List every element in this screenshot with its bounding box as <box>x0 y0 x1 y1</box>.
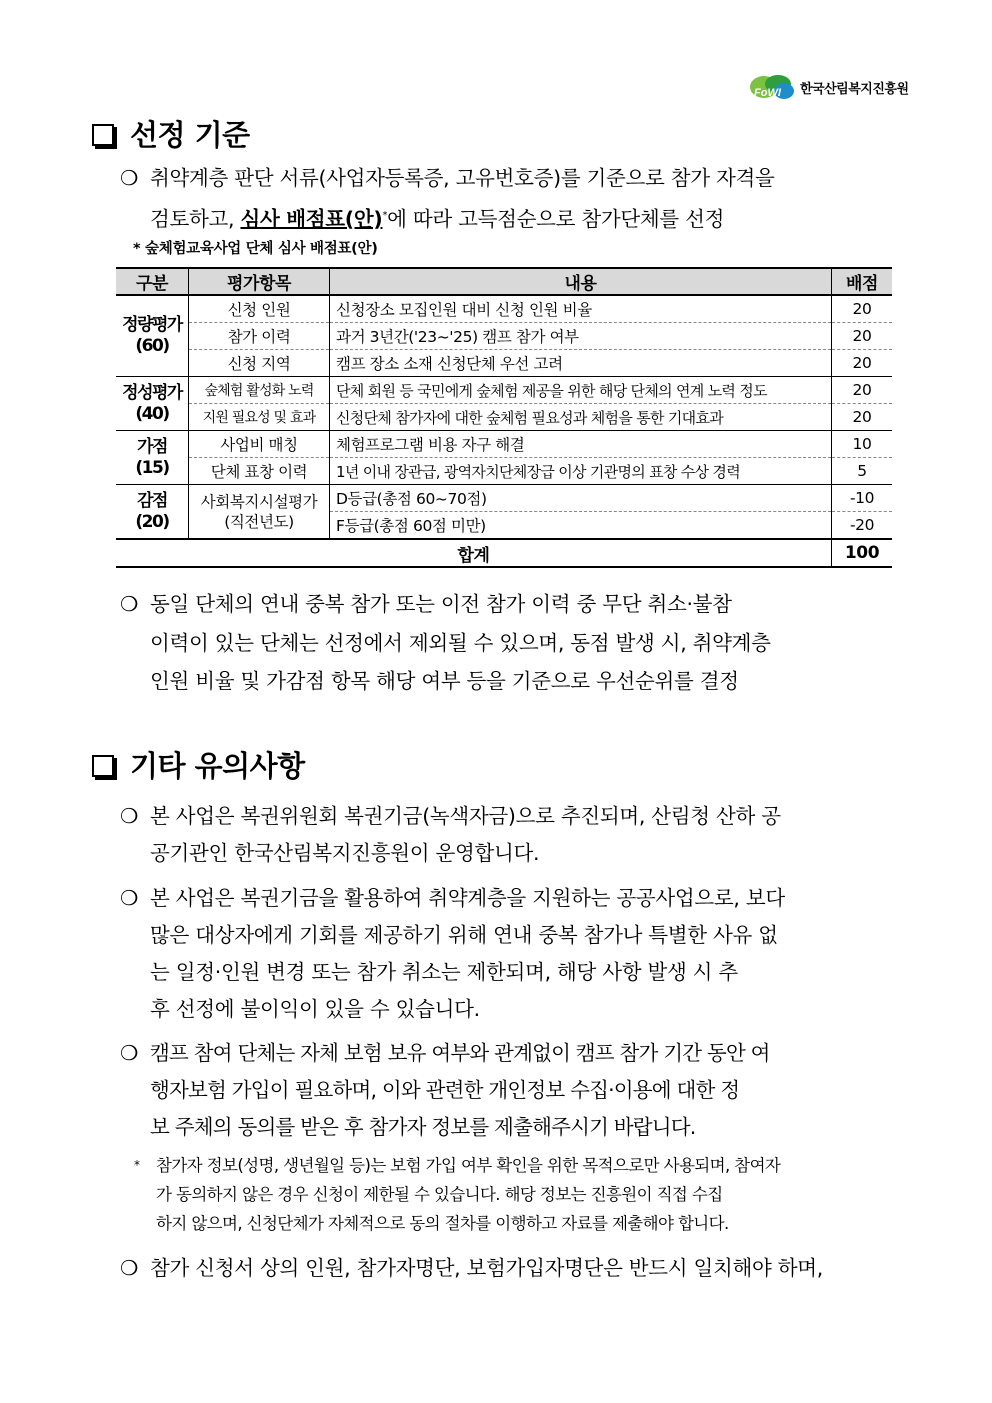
bullet-circle-icon: ❍ <box>120 886 139 910</box>
bullet-qualification: ❍ 취약계층 판단 서류(사업자등록증, 고유번호증)를 기준으로 참가 자격을 검토하고, 심사 배점표(안)*에 따라 고득점순으로 참가단체를 선정 <box>120 160 896 238</box>
category-quantitative: 정량평가 (60) <box>116 295 189 377</box>
bullet-name-match: ❍ 참가 신청서 상의 인원, 참가자명단, 보험가입자명단은 반드시 일치해야 하며, <box>120 1250 896 1287</box>
bullet-duplicate-participation: ❍ 동일 단체의 연내 중복 참가 또는 이전 참가 이력 중 무단 취소·불참 이력이 있는 단체는 선정에서 제외될 수 있으며, 동점 발생 시, 취약계층 인원 비율 및 가감점 항목 해당 여부 등을 기준으로 우선순위를 결정 <box>120 585 896 701</box>
section-title-notes <box>92 744 305 785</box>
bullet-circle-icon: ❍ <box>120 804 139 828</box>
logo-leaf-icon <box>748 74 796 100</box>
table-row: 신청 지역 캠프 장소 소재 신청단체 우선 고려 20 <box>116 350 892 377</box>
checkbox-square-icon <box>92 124 114 146</box>
org-name: 한국산림복지진흥원 <box>800 81 909 97</box>
bullet-circle-icon: ❍ <box>120 166 139 190</box>
table-row: 정량평가 (60) 신청 인원 신청장소 모집인원 대비 신청 인원 비율 20 <box>116 295 892 323</box>
bullet-circle-icon: ❍ <box>120 1256 139 1280</box>
section-title-selection <box>92 113 250 154</box>
category-penalty: 감점 (20) <box>116 485 189 540</box>
table-row: 참가 이력 과거 3년간('23~'25) 캠프 참가 여부 20 <box>116 323 892 350</box>
bullet-circle-icon: ❍ <box>120 592 139 616</box>
logo-badge-text: FoWI <box>754 87 781 99</box>
table-total-row: 합계 100 <box>116 539 892 567</box>
scoring-table <box>116 267 892 568</box>
category-qualitative: 정성평가 (40) <box>116 377 189 431</box>
bullet-funding: ❍ 본 사업은 복권위원회 복권기금(녹색자금)으로 추진되며, 산림청 산하 공 공기관인 한국산림복지진흥원이 운영합니다. <box>120 798 896 872</box>
table-row: 단체 표창 이력 1년 이내 장관급, 광역자치단체장급 이상 기관명의 표창 수상 경력 5 <box>116 458 892 485</box>
footnote-participant-info: * 참가자 정보(성명, 생년월일 등)는 보험 가입 여부 확인을 위한 목적으로만 사용되며, 참여자 가 동의하지 않은 경우 신청이 제한될 수 있습니다. 해당 정보는 진흥원이 직접 수집 하지 않으며, 신청단체가 자체적으로 동의 절차를 이행하고 자료를 제출해야 합니다. <box>134 1156 781 1233</box>
table-row: 지원 필요성 및 효과 신청단체 참가자에 대한 숲체험 필요성과 체험을 통한 기대효과 20 <box>116 404 892 431</box>
bullet-insurance: ❍ 캠프 참여 단체는 자체 보험 보유 여부와 관계없이 캠프 참가 기간 동안 여 행자보험 가입이 필요하며, 이와 관련한 개인정보 수집·이용에 대한 정 보 주체의 동의를 받은 후 참가자 정보를 제출해주시기 바랍니다. <box>120 1035 896 1146</box>
table-row: F등급(총점 60점 미만) -20 <box>116 512 892 540</box>
bullet-circle-icon: ❍ <box>120 1041 138 1065</box>
section-title-text: 선정 기준 <box>130 118 250 152</box>
org-logo <box>748 74 909 100</box>
bullet-restrictions: ❍ 본 사업은 복권기금을 활용하여 취약계층을 지원하는 공공사업으로, 보다 많은 대상자에게 기회를 제공하기 위해 연내 중복 참가나 특별한 사유 없 는 일정·인원 변경 또는 참가 취소는 제한되며, 해당 사항 발생 시 추 후 선정에 불이익이 있을 수 있습니다. <box>120 880 896 1028</box>
table-caption: * 숲체험교육사업 단체 심사 배점표(안) <box>133 241 378 257</box>
table-row: 정성평가 (40) 숲체험 활성화 노력 단체 회원 등 국민에게 숲체험 제공을 위한 해당 단체의 연계 노력 정도 20 <box>116 377 892 404</box>
table-row: 감점 (20) 사회복지시설평가 (직전년도) D등급(총점 60~70점) -10 <box>116 485 892 512</box>
category-bonus: 가점 (15) <box>116 431 189 485</box>
table-header-row: 구분 평가항목 내용 배점 <box>116 268 892 295</box>
scoring-table-reference: 심사 배점표(안) <box>240 206 383 231</box>
checkbox-square-icon <box>92 755 114 777</box>
table-row: 가점 (15) 사업비 매칭 체험프로그램 비용 자구 해결 10 <box>116 431 892 458</box>
section-title-text: 기타 유의사항 <box>130 749 305 783</box>
